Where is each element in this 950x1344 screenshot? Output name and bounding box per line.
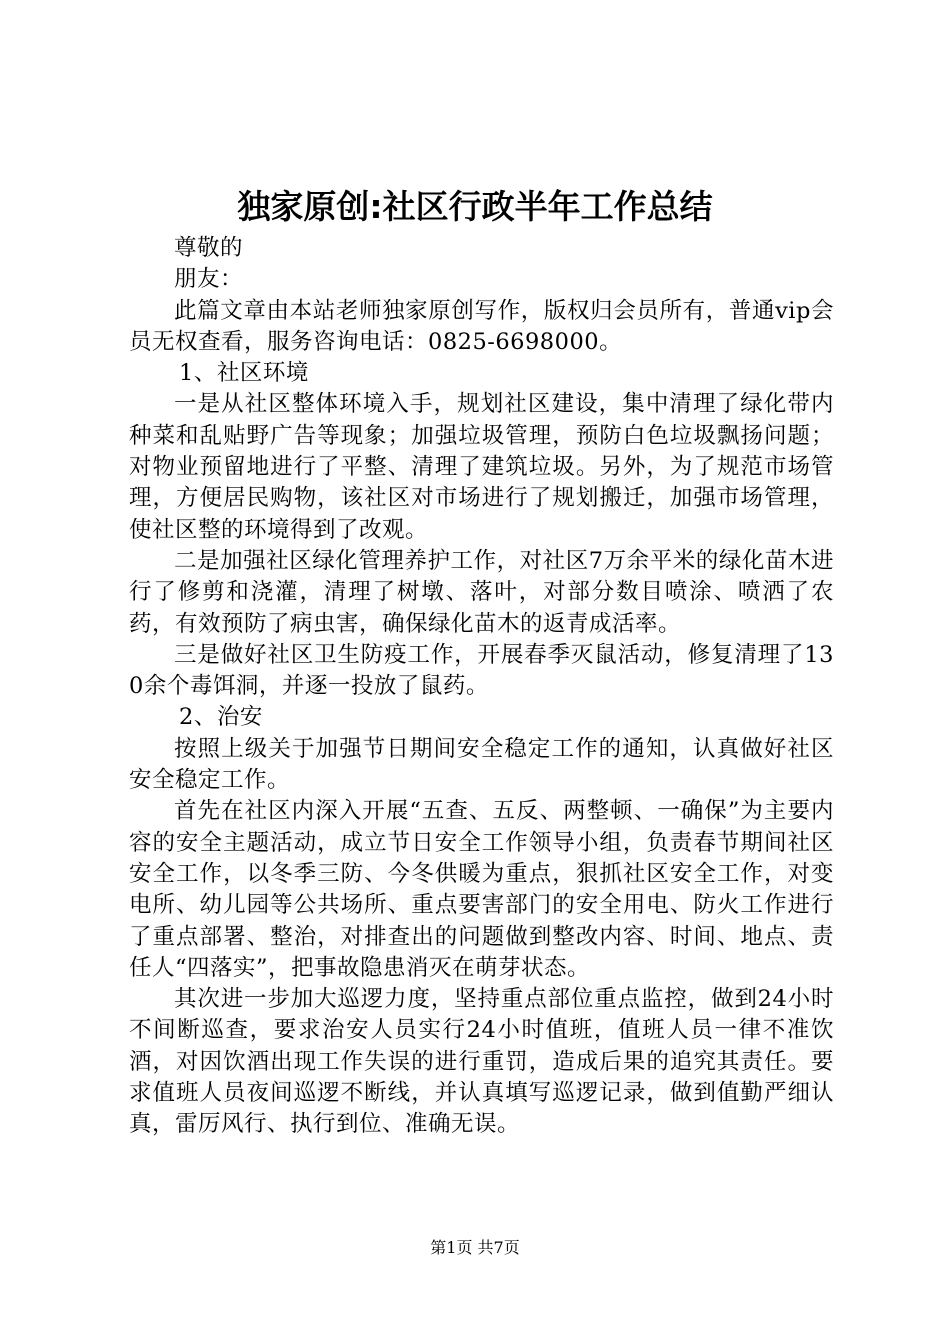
document-body [129, 233, 834, 1141]
copyright-notice: 此篇文章由本站老师独家原创写作，版权归会员所有，普通vip会员无权查看，服务咨询电话：0825-6698000。 [129, 297, 834, 355]
salutation-line-2: 朋友： [174, 266, 244, 293]
page-number-footer: 第1页 共7页 [430, 1238, 520, 1257]
paragraph-environment-1: 一是从社区整体环境入手，规划社区建设，集中清理了绿化带内种菜和乱贴野广告等现象；加强垃圾管理，预防白色垃圾飘扬问题；对物业预留地进行了平整、清理了建筑垃圾。另外，为了规范市场管理，方便居民购物，该社区对市场进行了规划搬迁，加强市场管理，使社区整的环境得到了改观。 [129, 391, 834, 543]
salutation-line-1: 尊敬的 [174, 235, 244, 261]
section-heading-environment: 1、社区环境 [179, 360, 309, 387]
paragraph-security-3: 其次进一步加大巡逻力度，坚持重点部位重点监控，做到24小时不间断巡查，要求治安人员实行24小时值班，值班人员一律不准饮酒，对因饮酒出现工作失误的进行重罚，造成后果的追究其责任。要求值班人员夜间巡逻不断线，并认真填写巡逻记录，做到值勤严细认真，雷厉风行、执行到位、准确无误。 [129, 986, 834, 1138]
section-heading-security: 2、治安 [179, 704, 263, 731]
paragraph-security-2: 首先在社区内深入开展“五查、五反、两整顿、一确保”为主要内容的安全主题活动，成立节日安全工作领导小组，负责春节期间社区安全工作，以冬季三防、今冬供暖为重点，狠抓社区安全工作，对变电所、幼儿园等公共场所、重点要害部门的安全用电、防火工作进行了重点部署、整治，对排查出的问题做到整改内容、时间、地点、责任人“四落实”，把事故隐患消灭在萌芽状态。 [129, 798, 834, 981]
document-title: 独家原创:社区行政半年工作总结 [237, 187, 713, 226]
paragraph-environment-2: 二是加强社区绿化管理养护工作，对社区7万余平米的绿化苗木进行了修剪和浇灌，清理了树墩、落叶，对部分数目喷涂、喷洒了农药，有效预防了病虫害，确保绿化苗木的返青成活率。 [129, 547, 834, 637]
paragraph-security-1: 按照上级关于加强节日期间安全稳定工作的通知，认真做好社区安全稳定工作。 [129, 735, 834, 794]
paragraph-environment-3: 三是做好社区卫生防疫工作，开展春季灭鼠活动，修复清理了130余个毒饵洞，并逐一投放了鼠药。 [129, 641, 834, 700]
